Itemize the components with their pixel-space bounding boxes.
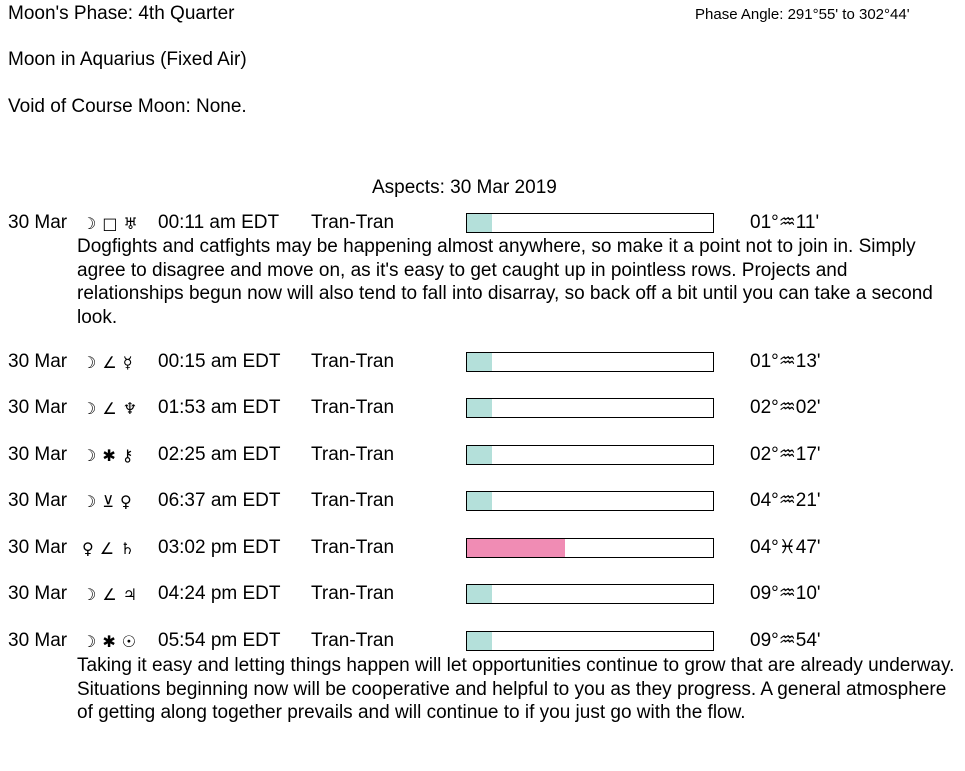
aspect-strength-fill [467, 585, 492, 603]
aspect-strength-bar [466, 584, 714, 604]
aspect-strength-fill [467, 214, 492, 232]
aspect-time: 00:11 am EDT [158, 212, 280, 233]
aspect-time: 06:37 am EDT [158, 490, 281, 511]
aspect-type: Tran-Tran [311, 351, 395, 372]
phase-angle: Phase Angle: 291°55' to 302°44' [695, 6, 910, 23]
aspect-date: 30 Mar [8, 397, 68, 418]
aspect-time: 01:53 am EDT [158, 397, 281, 418]
aspect-strength-bar [466, 398, 714, 418]
aspect-glyphs: ☽⊻♀ [82, 492, 138, 511]
aspect-glyphs: ☽□♅ [82, 214, 144, 233]
aspect-time: 02:25 am EDT [158, 444, 281, 465]
aspect-strength-bar [466, 352, 714, 372]
aspect-type: Tran-Tran [311, 583, 395, 604]
aspect-description: Taking it easy and letting things happen will let opportunities continue to grow that are already underway. Situations beginning now will be cooperative and helpful to you as they progress. A general atmosphere of getting along together prevails and will continue to if you just go with the flow. [77, 655, 955, 723]
aspect-time: 03:02 pm EDT [158, 537, 281, 558]
aspect-position: 09°♒54' [750, 630, 821, 651]
aspect-strength-bar [466, 491, 714, 511]
aspect-position: 09°♒10' [750, 583, 821, 604]
aspect-type: Tran-Tran [311, 537, 395, 558]
aspect-type: Tran-Tran [311, 490, 395, 511]
moon-sign: Moon in Aquarius (Fixed Air) [8, 49, 247, 70]
aspect-position: 04°♓47' [750, 537, 821, 558]
aspect-position: 01°♒11' [750, 212, 820, 233]
aspect-date: 30 Mar [8, 351, 68, 372]
aspect-position: 01°♒13' [750, 351, 821, 372]
aspects-title: Aspects: 30 Mar 2019 [372, 177, 557, 198]
aspect-type: Tran-Tran [311, 630, 395, 651]
aspect-type: Tran-Tran [311, 444, 395, 465]
aspect-position: 02°♒17' [750, 444, 821, 465]
aspect-strength-fill [467, 353, 492, 371]
aspect-date: 30 Mar [8, 583, 68, 604]
aspect-type: Tran-Tran [311, 397, 395, 418]
aspect-glyphs: ☽∠♆ [82, 399, 144, 418]
aspect-glyphs: ☽∠♃ [82, 585, 144, 604]
aspect-description: Dogfights and catfights may be happening almost anywhere, so make it a point not to join in. Simply agree to disagree and move on, as it's easy to get caught up in pointless rows. Projects and relationships begun now will also tend to fall into disarray, so back off a bit until you can take a second look. [77, 236, 933, 328]
aspect-strength-fill [467, 632, 492, 650]
aspect-date: 30 Mar [8, 212, 68, 233]
aspect-glyphs: ☽✱☉ [82, 632, 143, 651]
aspect-time: 05:54 pm EDT [158, 630, 281, 651]
aspect-glyphs: ♀∠♄ [82, 539, 141, 558]
aspect-date: 30 Mar [8, 537, 68, 558]
aspect-position: 04°♒21' [750, 490, 821, 511]
void-of-course: Void of Course Moon: None. [8, 96, 247, 117]
aspect-strength-bar [466, 538, 714, 558]
aspect-date: 30 Mar [8, 630, 68, 651]
aspect-glyphs: ☽✱⚷ [82, 446, 140, 465]
aspect-date: 30 Mar [8, 490, 68, 511]
moon-phase: Moon's Phase: 4th Quarter [8, 3, 235, 24]
aspect-position: 02°♒02' [750, 397, 821, 418]
aspect-strength-fill [467, 539, 565, 557]
aspect-strength-bar [466, 213, 714, 233]
aspect-time: 00:15 am EDT [158, 351, 281, 372]
aspect-strength-bar [466, 445, 714, 465]
aspect-strength-fill [467, 399, 492, 417]
aspect-glyphs: ☽∠☿ [82, 353, 139, 372]
aspect-time: 04:24 pm EDT [158, 583, 281, 604]
aspect-type: Tran-Tran [311, 212, 395, 233]
aspect-date: 30 Mar [8, 444, 68, 465]
aspect-strength-bar [466, 631, 714, 651]
aspect-strength-fill [467, 492, 492, 510]
aspect-strength-fill [467, 446, 492, 464]
